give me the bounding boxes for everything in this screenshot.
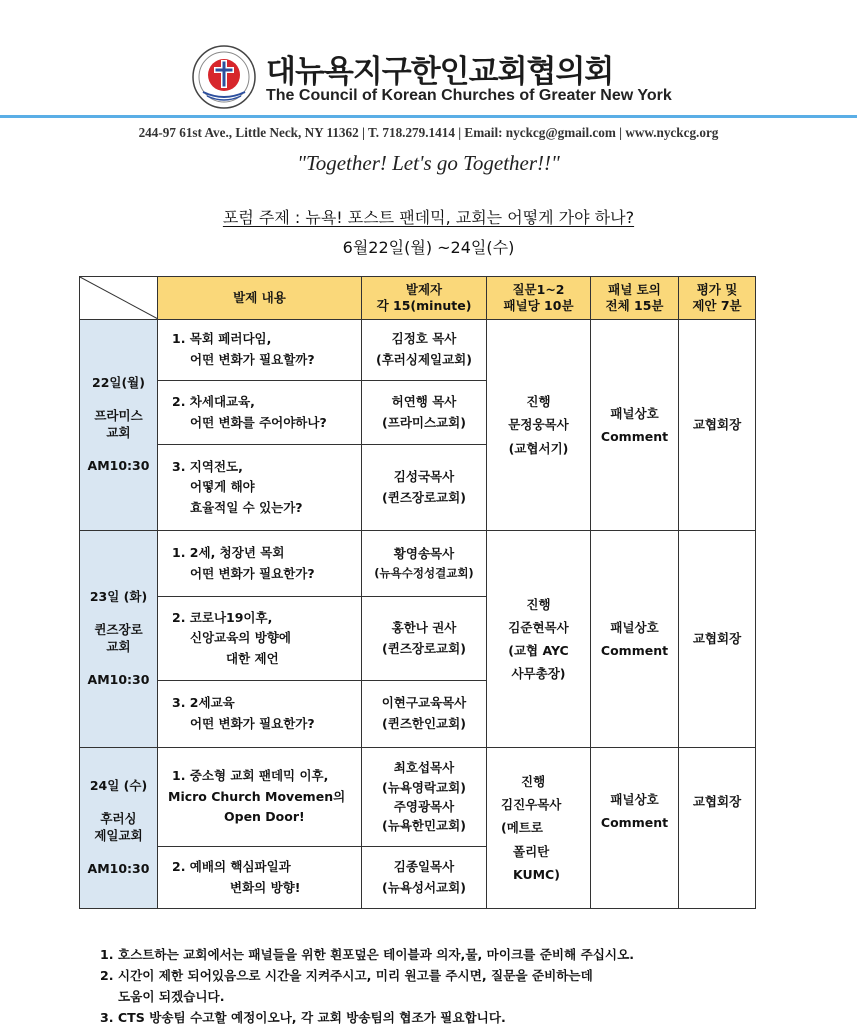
evaluator-cell: 교협회장 bbox=[679, 748, 756, 909]
corner-cell bbox=[80, 277, 158, 320]
speaker-cell bbox=[362, 320, 487, 381]
day-time: AM10:30 bbox=[87, 671, 150, 687]
panel-line-1: 패널상호 bbox=[610, 405, 659, 421]
forum-theme-text: 포럼 주제 : 뉴욕! 포스트 팬데믹, 교회는 어떻게 가야 하나? bbox=[222, 208, 635, 227]
topic-cell bbox=[158, 531, 362, 597]
topic-line: 2. 예배의 핵심파일과 bbox=[172, 858, 291, 874]
panel-cell bbox=[591, 320, 679, 531]
topic-line: 대한 제언 bbox=[226, 650, 279, 666]
panel-line-1: 패널상호 bbox=[610, 792, 659, 807]
header-eval-line-2: 제안 7분 bbox=[692, 298, 742, 313]
speaker-cell bbox=[362, 847, 487, 909]
speaker-name: 황영송목사 bbox=[393, 545, 455, 561]
note-item: 2. 시간이 제한 되어있음으로 시간을 지켜주시고, 미리 원고를 주시면, 질문을 준비하는데 bbox=[100, 968, 593, 983]
header-qa-line-2: 패널당 10분 bbox=[503, 298, 574, 313]
speaker-name: 김종일목사 bbox=[393, 858, 455, 874]
speaker-church: (뉴욕영락교회) bbox=[382, 779, 466, 795]
day-date: 24일 (수) bbox=[89, 778, 148, 794]
topic-line: Open Door! bbox=[224, 809, 305, 825]
evaluator-cell: 교협회장 bbox=[679, 320, 756, 531]
table-row bbox=[80, 320, 756, 381]
speaker-church: (뉴욕수정성결교회) bbox=[374, 566, 474, 581]
header-row bbox=[80, 277, 756, 320]
topic-line: 어떻게 해야 bbox=[190, 479, 255, 495]
topic-cell bbox=[158, 597, 362, 681]
panel-line-2: Comment bbox=[600, 815, 669, 831]
topic-cell bbox=[158, 381, 362, 445]
day-time: AM10:30 bbox=[87, 457, 150, 473]
topic-line: 2. 코로나19이후, bbox=[172, 609, 273, 625]
moderator-cell bbox=[487, 531, 591, 748]
speaker-name: 김정호 목사 bbox=[391, 331, 457, 347]
header-panel-line-1: 패널 토의 bbox=[608, 282, 661, 298]
header-divider bbox=[0, 115, 857, 118]
day-cell bbox=[80, 531, 158, 748]
topic-line: 어떤 변화가 필요한가? bbox=[190, 716, 315, 731]
moderator-role: KUMC) bbox=[513, 866, 560, 882]
topic-line: Micro Church Movemen의 bbox=[168, 788, 346, 804]
organization-name-korean: 대뉴욕지구한인교회협의회 bbox=[266, 54, 614, 90]
forum-dates: 6월22일(월) ~24일(수) bbox=[342, 238, 515, 257]
topic-line: 변화의 방향! bbox=[230, 879, 301, 895]
moderator-label: 진행 bbox=[526, 394, 551, 410]
topic-cell bbox=[158, 320, 362, 381]
note-item: 도움이 되겠습니다. bbox=[118, 989, 225, 1004]
topic-line: 1. 중소형 교회 팬데믹 이후, bbox=[172, 768, 329, 784]
topic-line: 3. 지역전도, bbox=[172, 458, 243, 474]
day-venue-line-1: 퀸즈장로 bbox=[94, 622, 143, 638]
evaluator-cell: 교협회장 bbox=[679, 531, 756, 748]
moderator-label: 진행 bbox=[526, 596, 551, 612]
header-topic: 발제 내용 bbox=[158, 277, 362, 320]
header-panel bbox=[591, 277, 679, 320]
note-item: 3. CTS 방송팀 수고할 예정이오나, 각 교회 방송팀의 협조가 필요합니다. bbox=[100, 1010, 506, 1025]
topic-cell bbox=[158, 847, 362, 909]
header-speaker-line-1: 발제자 bbox=[405, 282, 443, 298]
speaker-cell bbox=[362, 531, 487, 597]
moderator-name: 김진우목사 bbox=[501, 797, 562, 813]
topic-line: 어떤 변화를 주어야하나? bbox=[190, 414, 327, 430]
moderator-role: (메트로 bbox=[501, 820, 543, 836]
header-qa-line-1: 질문1~2 bbox=[512, 282, 565, 298]
topic-line: 2. 차세대교육, bbox=[172, 393, 255, 409]
contact-line: 244-97 61st Ave., Little Neck, NY 11362 | T. 718.279.1414 | Email: nyckcg@gmail.com | www.nyckcg.org bbox=[138, 125, 719, 140]
speaker-name: 홍한나 권사 bbox=[391, 619, 457, 635]
note-item: 1. 호스트하는 교회에서는 패널들을 위한 흰포덮은 테이블과 의자,물, 마이크를 준비해 주십시오. bbox=[100, 947, 635, 962]
speaker-church: (퀸즈장로교회) bbox=[382, 640, 466, 656]
panel-line-1: 패널상호 bbox=[610, 619, 659, 635]
speaker-name: 이현구교육목사 bbox=[381, 695, 467, 711]
moderator-label: 진행 bbox=[521, 774, 546, 790]
moderator-cell bbox=[487, 748, 591, 909]
table-row bbox=[80, 531, 756, 597]
topic-line: 효율적일 수 있는가? bbox=[190, 499, 303, 515]
header-panel-line-2: 전체 15분 bbox=[605, 298, 664, 313]
speaker-name: 김성국목사 bbox=[393, 468, 455, 484]
panel-cell bbox=[591, 531, 679, 748]
panel-cell bbox=[591, 748, 679, 909]
speaker-church: (뉴욕한민교회) bbox=[382, 818, 466, 834]
moderator-name: 김준현목사 bbox=[508, 619, 569, 635]
speaker-cell bbox=[362, 681, 487, 748]
day-cell bbox=[80, 320, 158, 531]
speaker-cell bbox=[362, 445, 487, 531]
speaker-church: (퀸즈장로교회) bbox=[382, 489, 466, 505]
header-eval-line-1: 평가 및 bbox=[696, 282, 738, 298]
forum-theme bbox=[0, 205, 857, 228]
speaker-name: 주영광목사 bbox=[393, 799, 455, 814]
speaker-name: 허연행 목사 bbox=[391, 393, 457, 409]
moderator-cell bbox=[487, 320, 591, 531]
topic-cell bbox=[158, 681, 362, 748]
schedule-table bbox=[79, 276, 756, 909]
header-speaker-line-2: 각 15(minute) bbox=[376, 298, 472, 313]
speaker-name: 최호섭목사 bbox=[393, 760, 455, 776]
header-speaker bbox=[362, 277, 487, 320]
topic-line: 어떤 변화가 필요한가? bbox=[190, 565, 315, 581]
day-date: 23일 (화) bbox=[89, 589, 148, 605]
topic-line: 1. 목회 페러다임, bbox=[172, 331, 272, 347]
panel-line-2: Comment bbox=[600, 429, 669, 444]
moderator-role: (교협서기) bbox=[508, 440, 569, 456]
topic-cell bbox=[158, 445, 362, 531]
header-qa bbox=[487, 277, 591, 320]
council-logo bbox=[191, 44, 257, 110]
topic-cell bbox=[158, 748, 362, 847]
day-venue-line-1: 프라미스 bbox=[94, 408, 143, 424]
speaker-church: (후러싱제일교회) bbox=[376, 352, 472, 367]
moderator-role: 사무총장) bbox=[511, 666, 566, 682]
speaker-church: (뉴욕성서교회) bbox=[382, 879, 466, 895]
table-row bbox=[80, 748, 756, 847]
topic-line: 3. 2세교육 bbox=[172, 695, 235, 711]
day-date: 22일(월) bbox=[92, 375, 145, 391]
speaker-cell bbox=[362, 597, 487, 681]
day-cell bbox=[80, 748, 158, 909]
notes-list bbox=[100, 944, 820, 1028]
topic-line: 어떤 변화가 필요할까? bbox=[190, 352, 315, 367]
header-eval bbox=[679, 277, 756, 320]
moderator-role: (교협 AYC bbox=[508, 643, 569, 658]
day-venue-line-2: 제일교회 bbox=[94, 828, 143, 843]
organization-name-english: The Council of Korean Churches of Greater New York bbox=[266, 87, 672, 104]
day-time: AM10:30 bbox=[87, 860, 150, 876]
moderator-role: 폴리탄 bbox=[513, 843, 550, 859]
moderator-name: 문정웅목사 bbox=[508, 417, 569, 433]
topic-line: 신앙교육의 방향에 bbox=[190, 630, 291, 646]
speaker-church: (퀸즈한인교회) bbox=[382, 716, 466, 731]
slogan: "Together! Let's go Together!!" bbox=[297, 151, 560, 175]
topic-line: 1. 2세, 청장년 목회 bbox=[172, 544, 285, 560]
speaker-cell bbox=[362, 381, 487, 445]
speaker-cell bbox=[362, 748, 487, 847]
day-venue-line-2: 교회 bbox=[106, 639, 131, 654]
panel-line-2: Comment bbox=[600, 643, 669, 658]
speaker-church: (프라미스교회) bbox=[382, 414, 466, 430]
day-venue-line-1: 후러싱 bbox=[100, 811, 137, 827]
day-venue-line-2: 교회 bbox=[106, 425, 131, 440]
